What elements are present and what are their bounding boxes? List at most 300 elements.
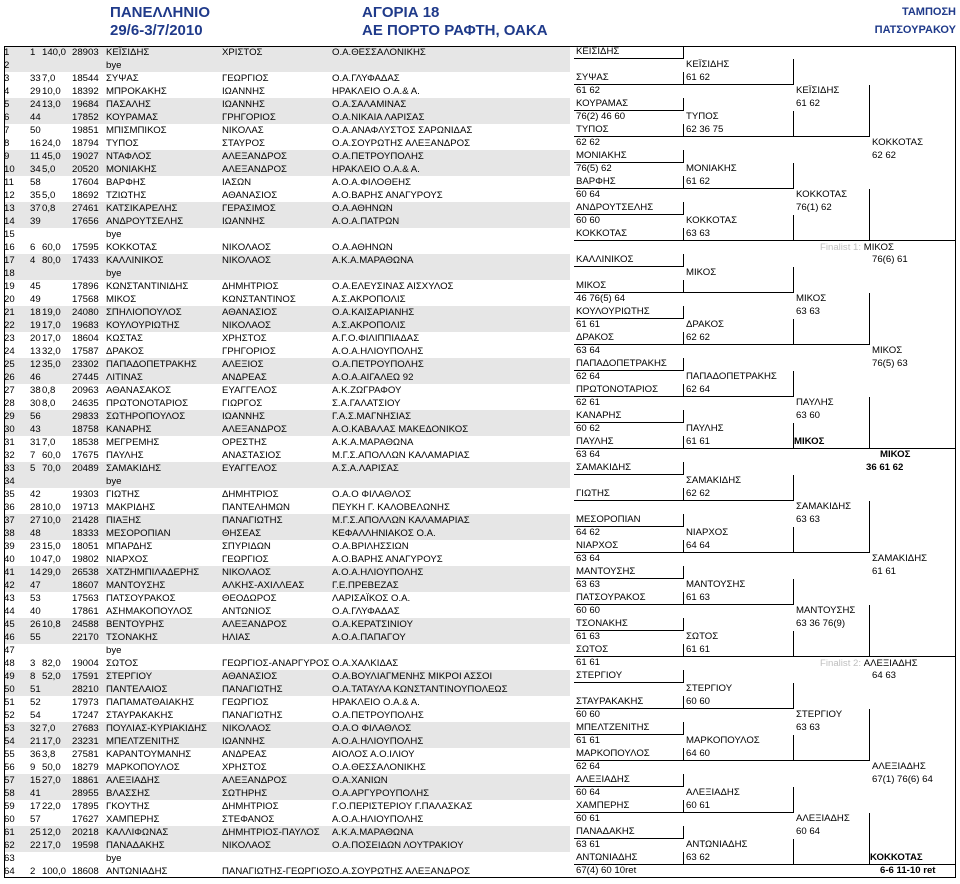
surname: ΜΠΕΛΤΖΕΝΙΤΗΣ [106, 736, 180, 747]
first-name: ΣΠΥΡΙΔΩΝ [222, 541, 271, 552]
points: 32,0 [42, 346, 61, 357]
club: Ο.Α.ΘΕΣΣΑΛΟΝΙΚΗΣ [332, 47, 426, 58]
club: Γ.Ε.ΠΡΕΒΕΖΑΣ [332, 580, 399, 591]
club: Ο.Α.ΒΡΙΛΗΣΣΙΩΝ [332, 541, 409, 552]
first-name: ΑΛΚΗΣ-ΑΧΙΛΛΕΑΣ [222, 580, 305, 591]
seed-rank: 17 [30, 801, 41, 812]
round3-winner: ΜΙΚΟΣ [794, 293, 870, 345]
draw-row [4, 72, 570, 85]
round2-score: 64 60 [686, 748, 711, 759]
seed-rank: 7 [30, 450, 36, 461]
club: Α.Ο.ΒΑΡΗΣ ΑΝΑΓΥΡΟΥΣ [332, 554, 443, 565]
points: 100,0 [42, 866, 67, 877]
seed-rank: 42 [30, 489, 41, 500]
finalist-1-score: 76(6) 61 [872, 254, 908, 265]
final-bottom-score: 6-6 11-10 ret [880, 865, 936, 876]
draw-pos: 49 [4, 671, 15, 682]
round1-winner: ΠΑΤΣΟΥΡΑΚΟΣ [574, 592, 684, 605]
first-name: ΘΗΣΕΑΣ [222, 528, 262, 539]
seed-rank: 10 [30, 554, 41, 565]
draw-row [4, 332, 570, 345]
round3-score: 61 62 [796, 98, 821, 109]
seed-rank: 36 [30, 749, 41, 760]
surname: ΣΤΑΥΡΑΚΑΚΗΣ [106, 710, 174, 721]
round1-score: 63 63 [576, 579, 601, 590]
round1-score: 61 62 [576, 85, 601, 96]
draw-row [4, 527, 570, 540]
club: ΗΡΑΚΛΕΙΟ Ο.Α.& Α. [332, 164, 420, 175]
draw-pos: 27 [4, 385, 15, 396]
first-name: ΑΝΤΩΝΙΟΣ [222, 606, 272, 617]
surname: bye [106, 645, 122, 656]
first-name: ΣΤΑΥΡΟΣ [222, 138, 265, 149]
round1-winner: ΜΙΚΟΣ [574, 280, 684, 293]
round2-score: 63 62 [686, 852, 711, 863]
first-name: ΑΛΕΞΑΝΔΡΟΣ [222, 164, 287, 175]
surname: ΧΑΜΠΕΡΗΣ [106, 814, 160, 825]
seed-rank: 16 [30, 138, 41, 149]
round4-score: 67(1) 76(6) 64 [872, 774, 933, 785]
points: 24,0 [42, 138, 61, 149]
club: Α.Ο.Α.ΠΑΤΡΩΝ [332, 216, 400, 227]
club: Ο.Α.ΧΑΝΙΩΝ [332, 775, 388, 786]
draw-row [4, 423, 570, 436]
surname: ΠΑΤΣΟΥΡΑΚΟΣ [106, 593, 176, 604]
club: Α.Σ.ΑΚΡΟΠΟΛΙΣ [332, 294, 406, 305]
round4-score: 61 61 [872, 566, 897, 577]
surname: bye [106, 476, 122, 487]
seed-rank: 14 [30, 567, 41, 578]
round3-score: 60 64 [796, 826, 821, 837]
round1-score: 60 61 [576, 813, 601, 824]
draw-row [4, 462, 570, 475]
surname: ΤΣΟΝΑΚΗΣ [106, 632, 158, 643]
round2-score: 60 61 [686, 800, 711, 811]
draw-pos: 35 [4, 489, 15, 500]
player-id: 17656 [72, 216, 99, 227]
draw-pos: 44 [4, 606, 15, 617]
player-id: 17587 [72, 346, 99, 357]
round2-score: 62 36 75 [686, 124, 724, 135]
draw-pos: 40 [4, 554, 15, 565]
seed-rank: 9 [30, 762, 36, 773]
draw-pos: 43 [4, 593, 15, 604]
club: Ο.Α.ΑΘΗΝΩΝ [332, 203, 393, 214]
round1-winner: ΑΝΔΡΟΥΤΣΕΛΗΣ [574, 202, 684, 215]
points: 8,0 [42, 398, 56, 409]
surname: ΜΕΣΟΡΟΠΙΑΝ [106, 528, 171, 539]
draw-row [4, 553, 570, 566]
draw-row [4, 319, 570, 332]
draw-row [4, 59, 570, 72]
draw-row [4, 384, 570, 397]
round2-winner: ΚΟΚΚΟΤΑΣ [684, 215, 794, 241]
draw-pos: 42 [4, 580, 15, 591]
referee-name: ΤΑΜΠΟΣΗ [901, 6, 956, 18]
player-id: 17895 [72, 801, 99, 812]
first-name: ΔΗΜΗΤΡΙΟΣ [222, 489, 279, 500]
player-id: 18051 [72, 541, 99, 552]
draw-row [4, 644, 570, 657]
points: 10,8 [42, 619, 61, 630]
round1-score: 61 61 [576, 657, 601, 668]
player-id: 28903 [72, 47, 99, 58]
round1-score: 62 62 [576, 137, 601, 148]
round1-score: 61 61 [576, 735, 601, 746]
surname: ΠΑΠΑΔΟΠΕΤΡΑΚΗΣ [106, 359, 197, 370]
draw-row [4, 540, 570, 553]
round2-winner: ΑΛΕΞΙΑΔΗΣ [684, 787, 794, 813]
surname: ΚΑΝΑΡΗΣ [106, 424, 152, 435]
draw-row [4, 605, 570, 618]
surname: ΣΠΗΛΙΟΠΟΥΛΟΣ [106, 307, 182, 318]
points: 0,8 [42, 385, 56, 396]
draw-pos: 60 [4, 814, 15, 825]
round1-winner: ΜΕΣΟΡΟΠΙΑΝ [574, 514, 684, 527]
first-name: ΕΥΑΓΓΕΛΟΣ [222, 385, 278, 396]
draw-row [4, 566, 570, 579]
seed-rank: 29 [30, 86, 41, 97]
round4-score: 76(5) 63 [872, 358, 908, 369]
points: 10,0 [42, 86, 61, 97]
first-name: ΑΛΕΞΑΝΔΡΟΣ [222, 619, 287, 630]
surname: ΜΠΑΡΔΗΣ [106, 541, 153, 552]
player-id: 24635 [72, 398, 99, 409]
surname: bye [106, 229, 122, 240]
first-name: ΙΩΑΝΝΗΣ [222, 216, 265, 227]
draw-row [4, 696, 570, 709]
seed-rank: 27 [30, 515, 41, 526]
round1-winner: ΚΑΛΛΙΝΙΚΟΣ [574, 254, 684, 267]
points: 82,0 [42, 658, 61, 669]
player-id: 18692 [72, 190, 99, 201]
round2-score: 62 62 [686, 488, 711, 499]
draw-row [4, 800, 570, 813]
seed-rank: 43 [30, 424, 41, 435]
seed-rank: 3 [30, 658, 36, 669]
round2-winner: ΣΩΤΟΣ [684, 631, 794, 657]
club: Ο.Α.ΝΙΚΑΙΑ ΛΑΡΙΣΑΣ [332, 112, 425, 123]
seed-rank: 28 [30, 502, 41, 513]
draw-pos: 25 [4, 359, 15, 370]
surname: ΔΡΑΚΟΣ [106, 346, 144, 357]
seed-rank: 30 [30, 398, 41, 409]
round2-winner: ΝΙΑΡΧΟΣ [684, 527, 794, 553]
finalist-2-label: Finalist 2: [820, 658, 862, 669]
round3-winner: ΚΕΪΣΙΔΗΣ [794, 85, 870, 137]
round1-score: 76(5) 62 [576, 163, 612, 174]
round1-winner: ΜΑΡΚΟΠΟΥΛΟΣ [574, 748, 684, 761]
surname: ΠΟΥΛΙΑΣ-ΚΥΡΙΑΚΙΔΗΣ [106, 723, 207, 734]
final-top-winner: ΜΙΚΟΣ [794, 436, 825, 447]
round1-score: 60 64 [576, 787, 601, 798]
round3-score: 63 63 [796, 514, 821, 525]
round1-winner: ΜΠΕΛΤΖΕΝΙΤΗΣ [574, 722, 684, 735]
surname: ΚΑΛΛΙΝΙΚΟΣ [106, 255, 164, 266]
club: Ο.Α.Ο ΦΙΛΑΘΛΟΣ [332, 723, 412, 734]
draw-row [4, 371, 570, 384]
first-name: ΧΡΗΣΤΟΣ [222, 333, 267, 344]
club: Ο.Α.ΓΛΥΦΑΔΑΣ [332, 606, 400, 617]
surname: ΣΑΜΑΚΙΔΗΣ [106, 463, 162, 474]
surname: ΜΑΝΤΟΥΣΗΣ [106, 580, 166, 591]
club: Ο.Α.ΑΡΓΥΡΟΥΠΟΛΗΣ [332, 788, 430, 799]
first-name: ΘΕΟΔΩΡΟΣ [222, 593, 277, 604]
finalist-1-label: Finalist 1: [820, 242, 862, 253]
draw-row [4, 722, 570, 735]
round2-score: 62 64 [686, 384, 711, 395]
round1-winner: ΠΑΥΛΗΣ [574, 436, 684, 449]
draw-row [4, 709, 570, 722]
points: 47,0 [42, 554, 61, 565]
first-name: ΕΥΑΓΓΕΛΟΣ [222, 463, 278, 474]
points: 17,0 [42, 840, 61, 851]
seed-rank: 12 [30, 359, 41, 370]
seed-rank: 50 [30, 125, 41, 136]
surname: ΓΙΩΤΗΣ [106, 489, 140, 500]
draw-row [4, 267, 570, 280]
player-id: 17568 [72, 294, 99, 305]
draw-pos: 18 [4, 268, 15, 279]
first-name: ΓΡΗΓΟΡΙΟΣ [222, 346, 276, 357]
round1-winner: ΚΕΪΣΙΔΗΣ [574, 46, 684, 59]
first-name: ΝΙΚΟΛΑΟΣ [222, 567, 271, 578]
draw-pos: 31 [4, 437, 15, 448]
club: Α.Σ.ΑΚΡΟΠΟΛΙΣ [332, 320, 406, 331]
round1-winner: ΣΑΜΑΚΙΔΗΣ [574, 462, 684, 475]
draw-row [4, 345, 570, 358]
player-id: 18333 [72, 528, 99, 539]
club: ΗΡΑΚΛΕΙΟ Ο.Α.& Α. [332, 697, 420, 708]
seed-rank: 6 [30, 242, 36, 253]
club: Α.Κ.Α.ΜΑΡΑΘΩΝΑ [332, 437, 414, 448]
club: Α.Ο.ΚΑΒΑΛΑΣ ΜΑΚΕΔΟΝΙΚΟΣ [332, 424, 469, 435]
first-name: ΔΗΜΗΤΡΙΟΣ [222, 801, 279, 812]
surname: ΜΟΝΙΑΚΗΣ [106, 164, 157, 175]
player-id: 17433 [72, 255, 99, 266]
points: 22,0 [42, 801, 61, 812]
surname: ΚΑΡΑΝΤΟΥΜΑΝΗΣ [106, 749, 192, 760]
round4-winner: ΣΑΜΑΚΙΔΗΣ [870, 553, 956, 657]
points: 45,0 [42, 151, 61, 162]
draw-pos: 64 [4, 866, 15, 877]
surname: bye [106, 60, 122, 71]
round3-winner: ΣΤΕΡΓΙΟΥ [794, 709, 870, 761]
round1-winner: ΒΑΡΦΗΣ [574, 176, 684, 189]
player-id: 17247 [72, 710, 99, 721]
round1-score: 76(2) 46 60 [576, 111, 626, 122]
club: Α.Γ.Ο.ΦΙΛΙΠΠΙΑΔΑΣ [332, 333, 420, 344]
first-name: ΑΛΕΞΑΝΔΡΟΣ [222, 775, 287, 786]
player-id: 18538 [72, 437, 99, 448]
draw-row [4, 657, 570, 670]
surname: ΠΑΥΛΗΣ [106, 450, 144, 461]
player-id: 29833 [72, 411, 99, 422]
seed-rank: 1 [30, 47, 36, 58]
draw-row [4, 189, 570, 202]
surname: ΣΩΤΟΣ [106, 658, 139, 669]
surname: ΑΣΗΜΑΚΟΠΟΥΛΟΣ [106, 606, 193, 617]
club: ΚΕΦΑΛΛΗΝΙΑΚΟΣ Ο.Α. [332, 528, 436, 539]
club: Α.Κ.Α.ΜΑΡΑΘΩΝΑ [332, 255, 414, 266]
draw-pos: 24 [4, 346, 15, 357]
surname: ΒΕΝΤΟΥΡΗΣ [106, 619, 165, 630]
champion-name: ΜΙΚΟΣ [880, 449, 911, 460]
seed-rank: 34 [30, 164, 41, 175]
draw-row [4, 579, 570, 592]
first-name: ΝΙΚΟΛΑΟΣ [222, 242, 271, 253]
round1-winner: ΝΙΑΡΧΟΣ [574, 540, 684, 553]
draw-pos: 4 [4, 86, 10, 97]
round1-score: 46 76(5) 64 [576, 293, 626, 304]
first-name: ΓΕΩΡΓΙΟΣ [222, 554, 269, 565]
points: 12,0 [42, 827, 61, 838]
round1-score: 62 64 [576, 761, 601, 772]
first-name: ΑΛΕΞΑΝΔΡΟΣ [222, 151, 287, 162]
round1-score: 64 62 [576, 527, 601, 538]
club: Ο.Α.ΧΑΛΚΙΔΑΣ [332, 658, 399, 669]
round1-winner: ΔΡΑΚΟΣ [574, 332, 684, 345]
surname: ΠΑΠΑΜΑΤΘΑΙΑΚΗΣ [106, 697, 195, 708]
first-name: ΓΕΩΡΓΙΟΣ-ΑΝΑΡΓΥΡΟΣ [222, 658, 330, 669]
surname: ΚΕΪΣΙΔΗΣ [106, 47, 150, 58]
round1-winner: ΜΑΝΤΟΥΣΗΣ [574, 566, 684, 579]
round1-winner: ΠΑΠΑΔΟΠΕΤΡΑΚΗΣ [574, 358, 684, 371]
player-id: 20520 [72, 164, 99, 175]
first-name: ΝΙΚΟΛΑΟΣ [222, 255, 271, 266]
surname: ΚΩΝΣΤΑΝΤΙΝΙΔΗΣ [106, 281, 189, 292]
player-id: 18758 [72, 424, 99, 435]
draw-row [4, 124, 570, 137]
player-id: 19684 [72, 99, 99, 110]
player-id: 17563 [72, 593, 99, 604]
club: Γ.Ο.ΠΕΡΙΣΤΕΡΙΟΥ Γ.ΠΑΛΑΣΚΑΣ [332, 801, 473, 812]
round1-winner: ΚΟΚΚΟΤΑΣ [574, 228, 684, 241]
draw-row [4, 514, 570, 527]
round1-winner: ΑΛΕΞΙΑΔΗΣ [574, 774, 684, 787]
club: Ο.Α.ΠΕΤΡΟΥΠΟΛΗΣ [332, 151, 424, 162]
player-id: 18861 [72, 775, 99, 786]
surname: ΜΠΙΣΜΠΙΚΟΣ [106, 125, 167, 136]
draw-pos: 58 [4, 788, 15, 799]
finalist-2-name: ΑΛΕΞΙΑΔΗΣ [863, 658, 918, 669]
player-id: 24080 [72, 307, 99, 318]
round1-score: 60 60 [576, 215, 601, 226]
draw-pos: 3 [4, 73, 10, 84]
player-id: 28955 [72, 788, 99, 799]
surname: ΣΤΕΡΓΙΟΥ [106, 671, 153, 682]
draw-pos: 8 [4, 138, 10, 149]
club: Ο.Α.ΣΟΥΡΩΤΗΣ ΑΛΕΞΑΝΔΡΟΣ [332, 866, 471, 877]
round1-winner: ΤΣΟΝΑΚΗΣ [574, 618, 684, 631]
draw-row [4, 241, 570, 254]
seed-rank: 51 [30, 684, 41, 695]
club: Ο.Α.Ο ΦΙΛΑΘΛΟΣ [332, 489, 412, 500]
first-name: ΓΕΩΡΓΙΟΣ [222, 697, 269, 708]
seed-rank: 8 [30, 671, 36, 682]
surname: bye [106, 268, 122, 279]
seed-rank: 53 [30, 593, 41, 604]
round2-winner: ΤΥΠΟΣ [684, 111, 794, 137]
first-name: ΓΕΩΡΓΙΟΣ [222, 73, 269, 84]
player-id: 18392 [72, 86, 99, 97]
seed-rank: 44 [30, 112, 41, 123]
first-name: ΠΑΝΑΓΙΩΤΗΣ [222, 515, 283, 526]
points: 10,0 [42, 515, 61, 526]
surname: ΝΙΑΡΧΟΣ [106, 554, 149, 565]
player-id: 27581 [72, 749, 99, 760]
seed-rank: 22 [30, 840, 41, 851]
draw-pos: 20 [4, 294, 15, 305]
round1-winner: ΠΡΩΤΟΝΟΤΑΡΙΟΣ [574, 384, 684, 397]
first-name: ΙΩΑΝΝΗΣ [222, 411, 265, 422]
points: 3,8 [42, 749, 56, 760]
draw-pos: 29 [4, 411, 15, 422]
first-name: ΗΛΙΑΣ [222, 632, 251, 643]
draw-row [4, 488, 570, 501]
club: Ο.Α.ΚΑΙΣΑΡΙΑΝΗΣ [332, 307, 415, 318]
surname: ΚΟΥΛΟΥΡΙΩΤΗΣ [106, 320, 180, 331]
round1-score: 63 64 [576, 449, 601, 460]
surname: ΧΑΤΖΗΜΠΙΛΑΔΕΡΗΣ [106, 567, 200, 578]
draw-pos: 61 [4, 827, 15, 838]
player-id: 19802 [72, 554, 99, 565]
club: Ο.Α.ΒΟΥΛΙΑΓΜΕΝΗΣ ΜΙΚΡΟΙ ΑΣΣΟΙ [332, 671, 493, 682]
first-name: ΑΝΑΣΤΑΣΙΟΣ [222, 450, 282, 461]
draw-pos: 41 [4, 567, 15, 578]
surname: ΤΖΙΩΤΗΣ [106, 190, 147, 201]
club: Α.Ο.Α.ΗΛΙΟΥΠΟΛΗΣ [332, 814, 424, 825]
draw-pos: 59 [4, 801, 15, 812]
draw-row [4, 137, 570, 150]
player-id: 17852 [72, 112, 99, 123]
round1-winner: ΣΥΨΑΣ [574, 72, 684, 85]
draw-row [4, 826, 570, 839]
round3-score: 63 63 [796, 722, 821, 733]
round2-score: 63 63 [686, 228, 711, 239]
round3-winner: ΣΑΜΑΚΙΔΗΣ [794, 501, 870, 553]
draw-pos: 12 [4, 190, 15, 201]
draw-pos: 57 [4, 775, 15, 786]
round2-score: 61 62 [686, 176, 711, 187]
player-id: 19004 [72, 658, 99, 669]
round2-score: 61 63 [686, 592, 711, 603]
round1-winner: ΣΩΤΟΣ [574, 644, 684, 657]
surname: ΠΑΝΤΕΛΑΙΟΣ [106, 684, 168, 695]
draw-pos: 21 [4, 307, 15, 318]
draw-pos: 2 [4, 60, 10, 71]
club: Α.Ο.Α.ΗΛΙΟΥΠΟΛΗΣ [332, 736, 424, 747]
draw-pos: 9 [4, 151, 10, 162]
club: Ο.Α.ΠΕΤΡΟΥΠΟΛΗΣ [332, 710, 424, 721]
round2-score: 61 61 [686, 436, 711, 447]
draw-pos: 47 [4, 645, 15, 656]
points: 19,0 [42, 307, 61, 318]
player-id: 17591 [72, 671, 99, 682]
surname: ΛΙΤΙΝΑΣ [106, 372, 143, 383]
player-id: 17595 [72, 242, 99, 253]
draw-row [4, 761, 570, 774]
club: Ο.Α.ΕΛΕΥΣΙΝΑΣ ΑΙΣΧΥΛΟΣ [332, 281, 454, 292]
first-name: ΔΗΜΗΤΡΙΟΣ-ΠΑΥΛΟΣ [222, 827, 320, 838]
draw-row [4, 202, 570, 215]
player-id: 17973 [72, 697, 99, 708]
player-id: 17627 [72, 814, 99, 825]
round1-winner: ΚΑΝΑΡΗΣ [574, 410, 684, 423]
first-name: ΝΙΚΟΛΑΟΣ [222, 320, 271, 331]
draw-row [4, 254, 570, 267]
player-id: 27461 [72, 203, 99, 214]
